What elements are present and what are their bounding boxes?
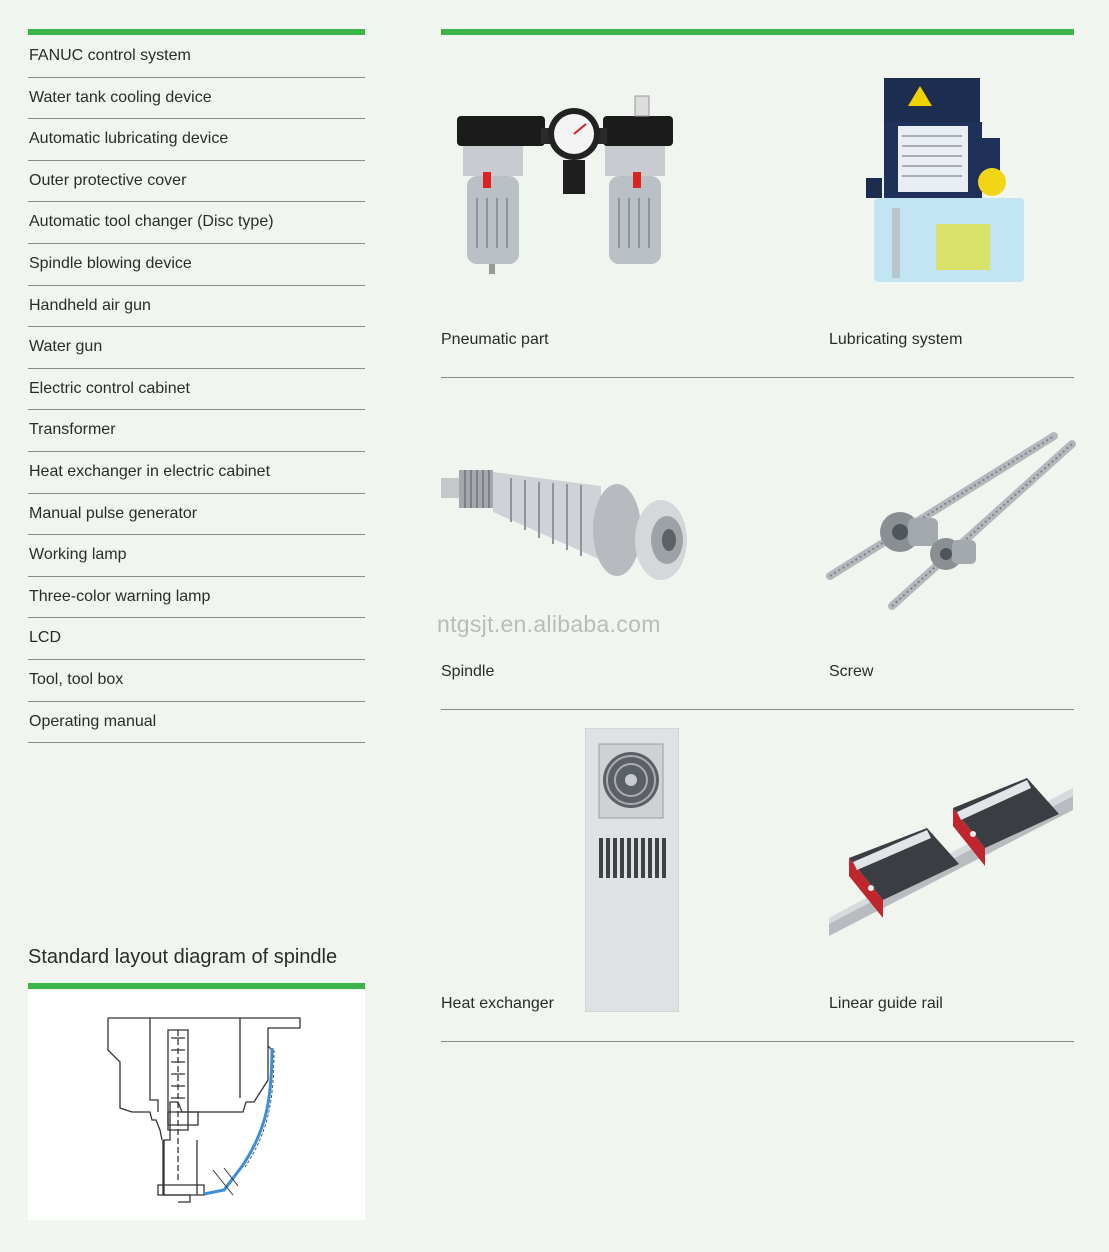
list-item: Handheld air gun [28, 286, 365, 328]
heat-exchanger-image [585, 728, 679, 1012]
list-item: Electric control cabinet [28, 369, 365, 411]
diagram-accent-bar [28, 983, 365, 989]
list-item: Transformer [28, 410, 365, 452]
pneumatic-part-image [453, 88, 678, 278]
list-item: Operating manual [28, 702, 365, 744]
list-item: Manual pulse generator [28, 494, 365, 536]
list-item: Automatic tool changer (Disc type) [28, 202, 365, 244]
spindle-caption: Spindle [441, 663, 495, 680]
right-accent-bar [441, 29, 1074, 35]
lubricating-system-caption: Lubricating system [829, 331, 963, 348]
list-item: Heat exchanger in electric cabinet [28, 452, 365, 494]
list-item: Three-color warning lamp [28, 577, 365, 619]
left-accent-bar [28, 29, 365, 35]
row-divider [441, 709, 1074, 710]
heat-exchanger-caption: Heat exchanger [441, 995, 554, 1012]
list-item: Automatic lubricating device [28, 119, 365, 161]
row-divider [441, 377, 1074, 378]
watermark-text: ntgsjt.en.alibaba.com [437, 611, 661, 637]
pneumatic-part-caption: Pneumatic part [441, 331, 549, 348]
linear-guide-rail-image [827, 768, 1075, 938]
list-item: FANUC control system [28, 36, 365, 78]
screw-caption: Screw [829, 663, 874, 680]
lubricating-system-image [862, 78, 1030, 286]
list-item: Outer protective cover [28, 161, 365, 203]
screw-image [822, 430, 1076, 614]
standard-features-list [28, 36, 365, 743]
list-item: Working lamp [28, 535, 365, 577]
spindle-layout-diagram [28, 990, 365, 1220]
layout-diagram-title: Standard layout diagram of spindle [28, 946, 338, 968]
list-item: LCD [28, 618, 365, 660]
list-item: Water tank cooling device [28, 78, 365, 120]
row-divider [441, 1041, 1074, 1042]
spindle-diagram-drawing [28, 990, 365, 1220]
spindle-image [441, 460, 689, 588]
list-item: Water gun [28, 327, 365, 369]
linear-guide-rail-caption: Linear guide rail [829, 995, 943, 1012]
list-item: Tool, tool box [28, 660, 365, 702]
list-item: Spindle blowing device [28, 244, 365, 286]
